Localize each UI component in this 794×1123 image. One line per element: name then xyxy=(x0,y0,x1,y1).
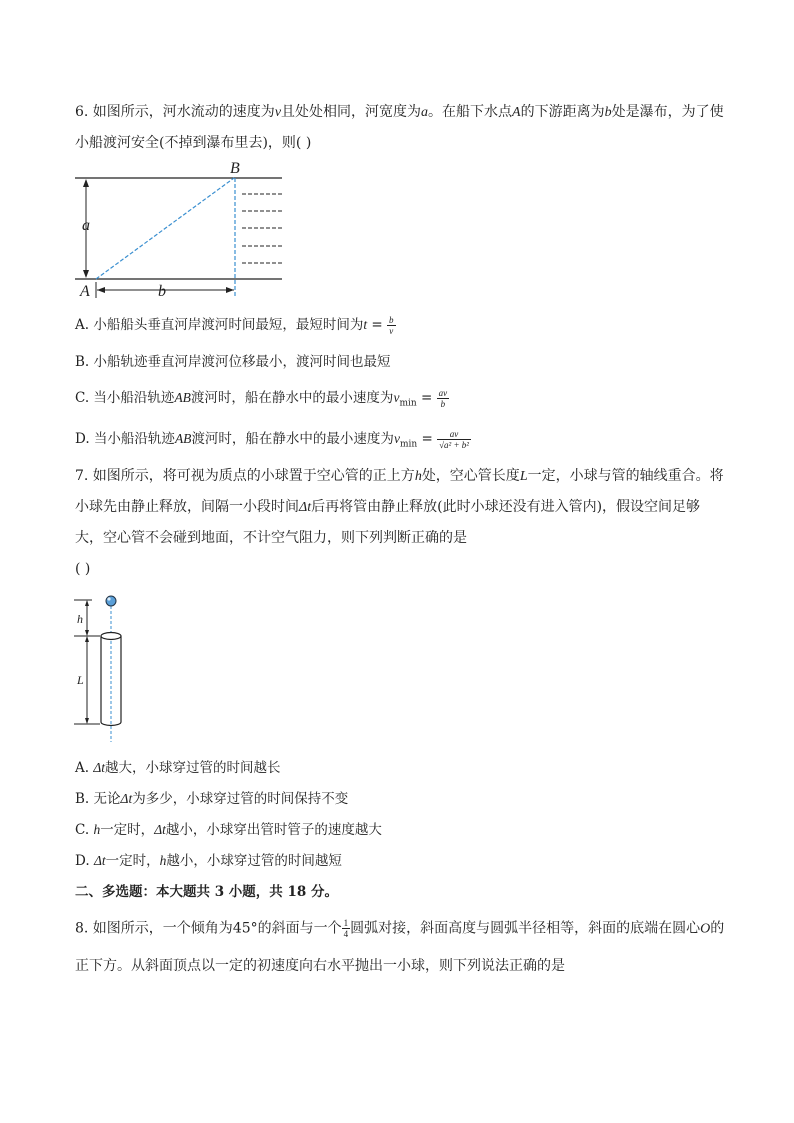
q8-line2: 正下方。从斜面顶点以一定的初速度向右水平抛出一小球，则下列说法正确的是 xyxy=(75,958,565,974)
q8-line1 xyxy=(75,918,724,940)
q6-option-b: B. 小船轨迹垂直河岸渡河位移最小，渡河时间也最短 xyxy=(75,354,391,370)
var-v: v xyxy=(393,431,400,446)
var-dt: Δt xyxy=(120,791,133,806)
q6-text: 的下游距离为 xyxy=(520,104,605,120)
var-dt: Δt xyxy=(93,853,106,868)
option-text: B. 无论 xyxy=(75,791,121,807)
var-dt: Δt xyxy=(154,822,166,837)
var-AB: AB xyxy=(174,431,192,446)
q8-text: 的斜面与一个 xyxy=(257,920,342,937)
label-B: B xyxy=(230,160,240,177)
q6-line1 xyxy=(75,102,724,123)
q7-option-b xyxy=(75,789,348,809)
tube-top-opening xyxy=(101,633,121,640)
var-h: h xyxy=(414,469,422,484)
frac-den: b xyxy=(440,399,446,409)
q7-line4: ( ) xyxy=(75,561,91,577)
distance-arrow-head-left xyxy=(97,287,105,293)
var-A: A xyxy=(512,105,521,120)
frac-num: 1 xyxy=(343,918,349,928)
q7-option-c xyxy=(75,820,382,840)
var-L: L xyxy=(519,469,528,484)
option-text: A. 小船船头垂直河岸渡河时间最短，最短时间为 xyxy=(75,317,364,333)
option-text: D. xyxy=(75,853,94,869)
var-h: h xyxy=(93,822,101,837)
section-heading: 二、多选题：本大题共 3 小题，共 18 分。 xyxy=(75,884,338,900)
distance-arrow-head-right xyxy=(226,287,234,293)
frac-den: √a² + b² xyxy=(439,440,469,450)
label-b: b xyxy=(158,283,166,300)
var-O: O xyxy=(700,921,711,937)
q7-option-a xyxy=(75,758,281,778)
var-v: v xyxy=(393,390,400,405)
var-dt: Δt xyxy=(93,760,106,775)
option-text: C. xyxy=(75,822,94,838)
fraction-av-over-sqrt xyxy=(437,429,471,450)
q7-text: 7. 如图所示，将可视为质点的小球置于空心管的正上方 xyxy=(75,468,415,484)
q7-tube-figure xyxy=(70,592,130,742)
option-text: 越小，小球穿出管时管子的速度越大 xyxy=(165,822,382,838)
option-text: 为多少，小球穿过管的时间保持不变 xyxy=(132,791,349,807)
subscript-min: min xyxy=(399,398,417,409)
equals: = xyxy=(416,390,437,406)
width-arrow-head-bottom xyxy=(83,270,89,278)
var-AB: AB xyxy=(174,390,191,405)
q6-option-c xyxy=(75,388,449,414)
L-arrow-head-top xyxy=(85,636,89,642)
fraction-av-over-b xyxy=(437,388,450,409)
ball xyxy=(106,596,116,606)
label-a: a xyxy=(82,217,90,234)
q6-option-d xyxy=(75,429,471,455)
q7-line3: 大，空心管不会碰到地面，不计空气阻力，则下列判断正确的是 xyxy=(75,530,467,546)
var-t: t xyxy=(363,317,368,332)
h-arrow-head-bottom xyxy=(85,630,89,636)
q8-text: 8. 如图所示，一个倾角为 xyxy=(75,920,233,937)
subscript-min: min xyxy=(399,439,418,450)
label-A: A xyxy=(80,283,90,300)
q7-text: 后再将管由静止释放(此时小球还没有进入管内)，假设空间足够 xyxy=(311,499,701,515)
var-h: h xyxy=(159,853,167,868)
q8-text: 的 xyxy=(710,920,725,937)
option-text: 一定时， xyxy=(105,853,160,869)
q6-text: 6. 如图所示，河水流动的速度为 xyxy=(75,104,275,120)
q6-option-a xyxy=(75,315,396,336)
label-h: h xyxy=(77,612,83,626)
trajectory-AB xyxy=(96,178,234,279)
option-text: 越大，小球穿过管的时间越长 xyxy=(105,760,281,776)
ball-highlight xyxy=(107,597,110,600)
option-text: A. xyxy=(75,760,94,776)
q6-line2: 小船渡河安全(不掉到瀑布里去)，则( ) xyxy=(75,135,312,151)
equals: = xyxy=(367,317,383,333)
fraction-b-over-v xyxy=(387,315,396,336)
q8-text: 圆弧对接，斜面高度与圆弧半径相等，斜面的底端在圆心 xyxy=(350,920,701,937)
option-text: 越小，小球穿过管的时间越短 xyxy=(166,853,342,869)
q7-option-d xyxy=(75,851,342,871)
q7-text: 处，空心管长度 xyxy=(421,468,520,484)
var-b: b xyxy=(604,105,612,120)
frac-num: av xyxy=(438,388,448,398)
frac-num: b xyxy=(389,315,394,325)
q6-text: 。在船下水点 xyxy=(428,104,513,120)
option-text: 渡河时，船在静水中的最小速度为 xyxy=(190,390,394,406)
h-arrow-head-top xyxy=(85,600,89,606)
fraction-one-quarter xyxy=(342,918,351,939)
angle-45: 45° xyxy=(232,920,258,937)
frac-den: v xyxy=(389,326,394,336)
frac-num: av xyxy=(437,429,471,440)
equals: = xyxy=(417,431,438,447)
label-L: L xyxy=(77,673,84,687)
q7-line1 xyxy=(75,466,724,487)
q7-text: 一定，小球与管的轴线重合。将 xyxy=(527,468,724,484)
q7-line2 xyxy=(75,497,700,518)
var-v: v xyxy=(274,105,282,120)
frac-den: 4 xyxy=(343,929,349,939)
L-arrow-head-bottom xyxy=(85,718,89,724)
q7-text: 小球先由静止释放，间隔一小段时间 xyxy=(75,499,299,515)
q6-river-figure xyxy=(70,158,290,300)
q6-text: 处是瀑布，为了使 xyxy=(611,104,724,120)
option-text: C. 当小船沿轨迹 xyxy=(75,390,175,406)
var-a: a xyxy=(421,105,429,120)
option-text: D. 当小船沿轨迹 xyxy=(75,431,175,447)
width-arrow-head-top xyxy=(83,179,89,187)
q6-text: 且处处相同，河宽度为 xyxy=(281,104,422,120)
option-text: 一定时， xyxy=(100,822,155,838)
var-dt: Δt xyxy=(299,500,312,515)
option-text: 渡河时，船在静水中的最小速度为 xyxy=(191,431,394,447)
